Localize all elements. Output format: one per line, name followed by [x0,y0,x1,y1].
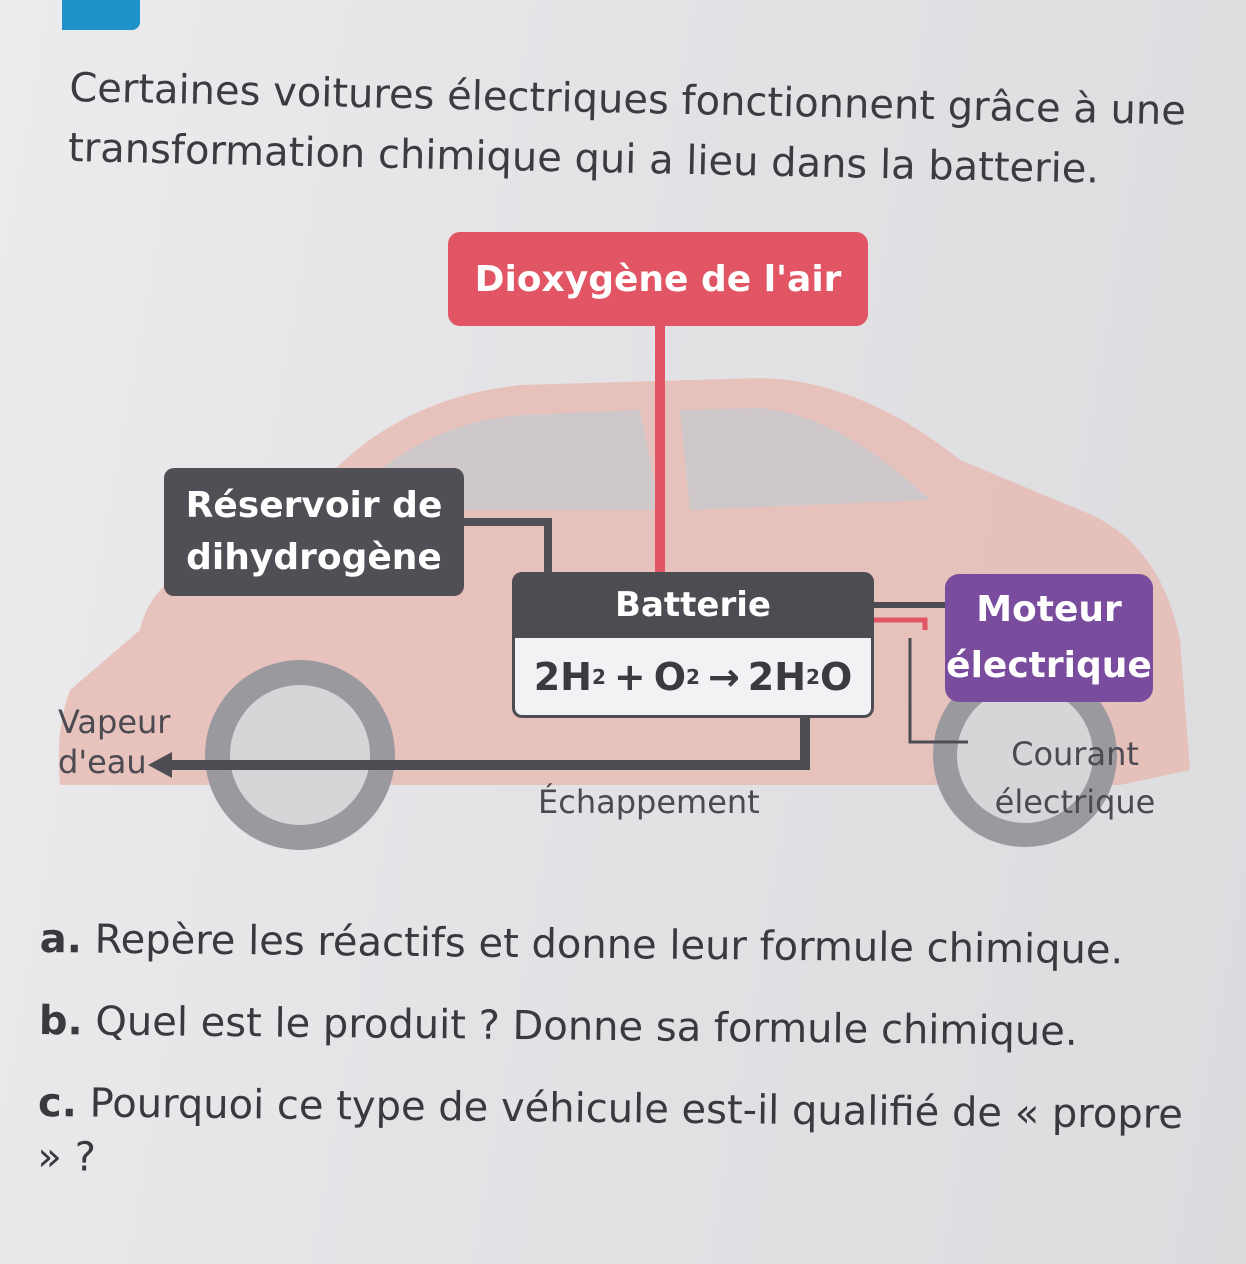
question-text: Pourquoi ce type de véhicule est-il qualifié de « propre » ? [37,1080,1184,1181]
hydrogen-label-line2: dihydrogène [186,537,442,578]
question-letter: b. [38,997,83,1045]
question-a [39,912,1210,978]
equation-plus: + [613,654,646,699]
equation-product: 2H [747,654,807,699]
oxygen-source-box: Dioxygène de l'air [448,232,868,326]
electric-car-diagram [0,210,1246,890]
equation-product-tail: O [819,654,853,699]
question-letter: a. [39,915,83,963]
equation-reactant2: O [653,654,687,699]
question-list [37,912,1210,1224]
electric-motor-box [945,574,1153,702]
equation-product-sub: 2 [806,664,820,689]
intro-text: Certaines voitures électriques fonctionnent grâce à une transformation chimique qui a lieu dans la batterie. [67,64,1187,193]
exercise-tab-marker [62,0,140,30]
question-text: Quel est le produit ? Donne sa formule chimique. [95,998,1078,1055]
current-label-line2: électrique [994,783,1156,821]
motor-label-line1: Moteur [976,589,1122,630]
hydrogen-label-line1: Réservoir de [185,485,443,526]
equation-reactant1: 2H [533,654,592,699]
exhaust-label: Échappement [538,783,760,821]
current-label-line1: Courant [1011,735,1139,773]
equation-reactant2-sub: 2 [686,664,700,689]
rear-wheel-rim [230,685,370,825]
water-vapor-label [58,702,198,782]
question-c [37,1076,1208,1196]
hydrogen-tank-box [164,468,464,596]
question-b [39,994,1210,1060]
battery-box: Batterie [512,572,874,638]
question-letter: c. [37,1079,78,1127]
electric-current-label [985,730,1165,826]
chemical-equation [512,638,874,718]
question-text: Repère les réactifs et donne leur formule chimique. [94,916,1124,974]
vapor-label-line2: d'eau [58,743,147,781]
motor-label-line2: électrique [946,645,1152,686]
equation-arrow: → [707,654,740,699]
equation-reactant1-sub: 2 [591,664,606,689]
vapor-label-line1: Vapeur [58,703,171,741]
